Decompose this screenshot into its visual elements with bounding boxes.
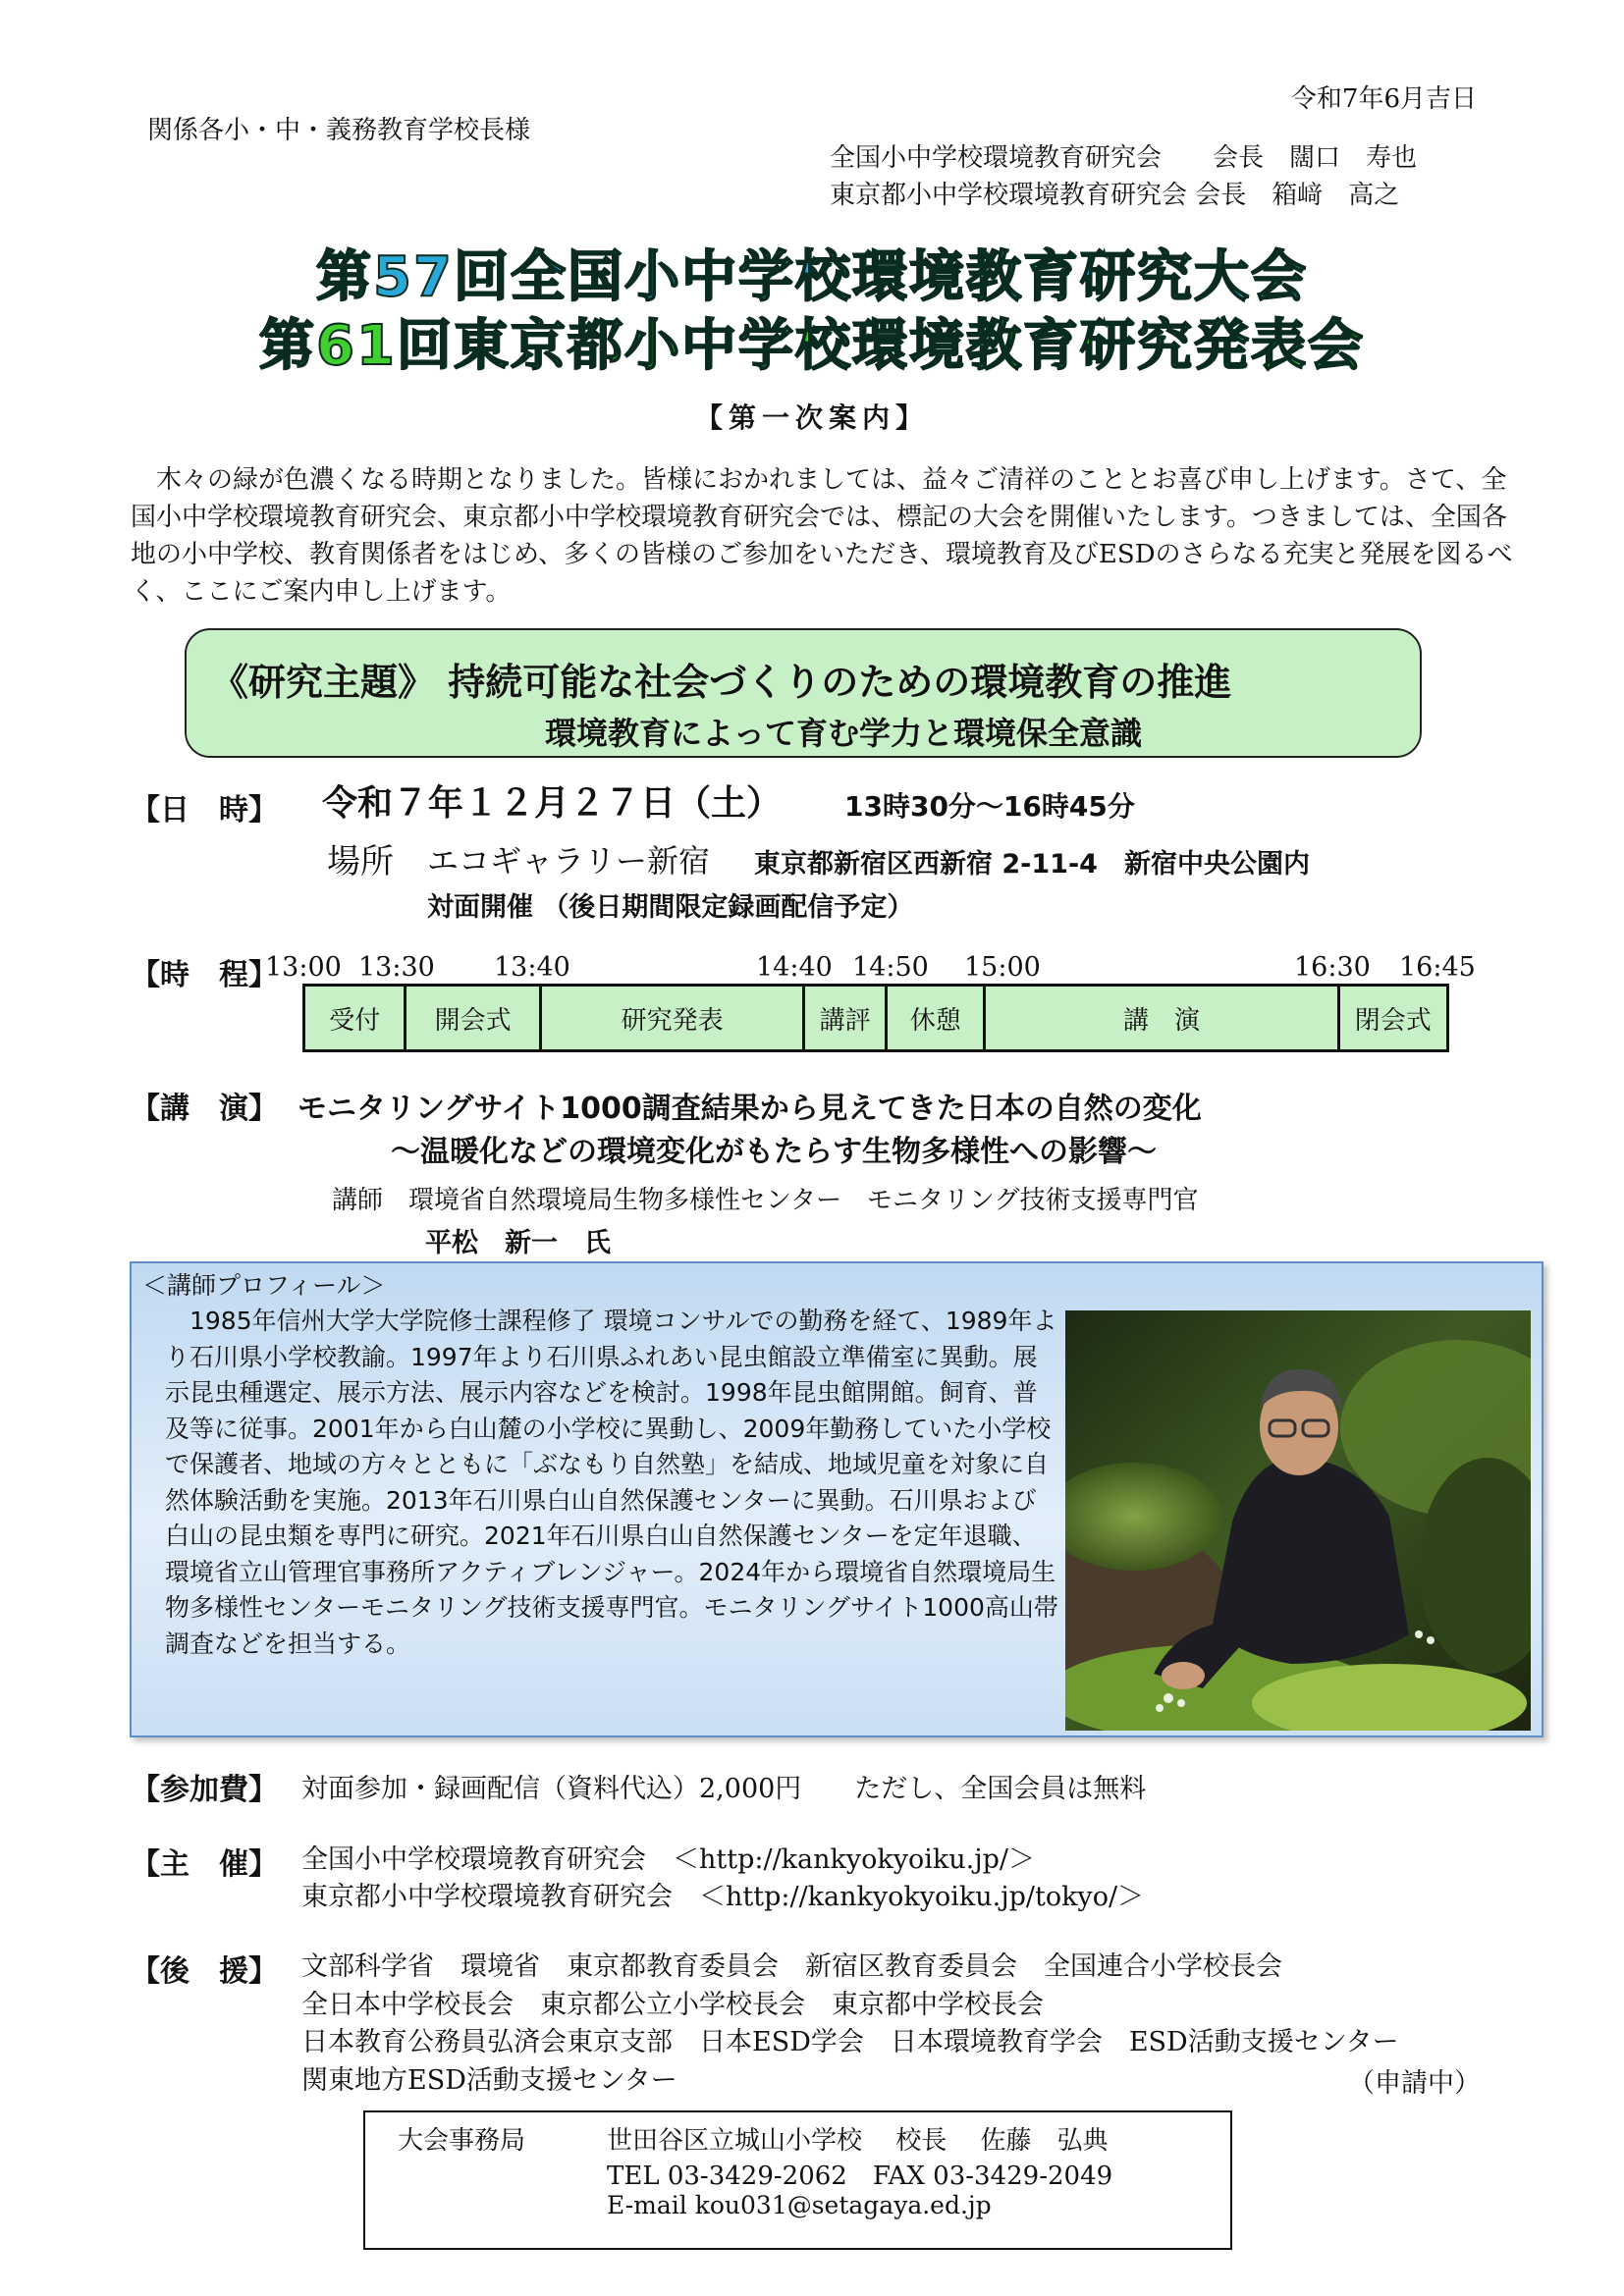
sender-orgs	[830, 139, 1417, 214]
support-line: 関東地方ESD活動支援センター	[301, 2064, 677, 2096]
support-line: 文部科学省 環境省 東京都教育委員会 新宿区教育委員会 全国連合小学校長会	[301, 1951, 1282, 1982]
office-phone: TEL 03-3429-2062 FAX 03-3429-2049	[607, 2162, 1113, 2191]
venue-label: 場所	[327, 842, 394, 881]
organizer-label: 【主 催】	[131, 1847, 278, 1882]
venue-name: エコギャラリー新宿	[427, 842, 711, 880]
issue-date: 令和7年6月吉日	[1290, 84, 1477, 114]
theme-main: 《研究主題》 持続可能な社会づくりのための環境教育の推進	[211, 661, 1232, 704]
fee-label: 【参加費】	[131, 1773, 278, 1807]
lecture-label: 【講 演】	[131, 1092, 278, 1126]
speaker-name: 平松 新一 氏	[425, 1228, 611, 1258]
support-line: 全日本中学校長会 東京都公立小学校長会 東京都中学校長会	[301, 1989, 1044, 2020]
intro-paragraph: 木々の緑が色濃くなる時期となりました。皆様におかれましては、益々ご清祥のこととお喜び申し上げます。さて、全国小中学校環境教育研究会、東京都小中学校環境教育研究会では、標記の大会を開催いたします。つきましては、全国各地の小中学校、教育関係者をはじめ、多くの皆様のご参加をいただき、環境教育及びESDのさらなる充実と発展を図るべく、ここにご案内申し上げます。	[131, 465, 1513, 607]
profile-heading: ＜講師プロフィール＞	[142, 1271, 386, 1300]
schedule-time: 16:30	[1294, 952, 1371, 983]
schedule-time: 13:40	[494, 952, 570, 983]
lecture-subtitle: ～温暖化などの環境変化がもたらす生物多様性への影響～	[391, 1135, 1157, 1169]
schedule-cell-review: 講評	[805, 987, 888, 1049]
support-pending: （申請中）	[1348, 2068, 1481, 2099]
organizer-list	[301, 1842, 1144, 1916]
support-label: 【後 援】	[131, 1954, 278, 1989]
schedule-cell-research: 研究発表	[542, 987, 806, 1049]
schedule-cell-opening: 開会式	[406, 987, 541, 1049]
notice-label: 【第一次案内】	[694, 401, 929, 434]
speaker-role: 講師 環境省自然環境局生物多様性センター モニタリング技術支援専門官	[332, 1186, 1199, 1215]
schedule-time: 16:45	[1399, 952, 1476, 983]
speaker-photo	[1065, 1310, 1531, 1731]
organizer-line: 全国小中学校環境教育研究会 ＜http://kankyokyoiku.jp/＞	[301, 1844, 1035, 1875]
organizer-line: 東京都小中学校環境教育研究会 ＜http://kankyokyoiku.jp/tokyo/＞	[301, 1882, 1145, 1912]
fee-value: 対面参加・録画配信（資料代込）2,000円 ただし、全国会員は無料	[301, 1774, 1147, 1804]
schedule-time: 15:00	[964, 952, 1041, 983]
schedule-cell-lecture: 講 演	[986, 987, 1339, 1049]
schedule-time: 14:50	[852, 952, 929, 983]
event-mode: 対面開催 （後日期間限定録画配信予定）	[427, 892, 914, 923]
schedule-cell-reception: 受付	[305, 987, 406, 1049]
lecture-title: モニタリングサイト1000調査結果から見えてきた日本の自然の変化	[298, 1092, 1202, 1126]
schedule-time: 14:40	[756, 952, 833, 983]
schedule-label: 【時 程】	[131, 958, 278, 992]
title-tokyo: 第61回東京都小中学校環境教育研究発表会	[259, 314, 1365, 378]
support-list	[301, 1949, 1399, 2100]
event-date: 令和７年１２月２７日（土）	[322, 783, 783, 824]
office-contact: 世田谷区立城山小学校 校長 佐藤 弘典	[607, 2126, 1109, 2156]
schedule-cell-closing: 閉会式	[1340, 987, 1446, 1049]
event-time: 13時30分～16時45分	[844, 790, 1135, 823]
schedule-cell-break: 休憩	[888, 987, 986, 1049]
office-email: E-mail kou031@setagaya.ed.jp	[607, 2191, 992, 2219]
title-national: 第57回全国小中学校環境教育研究大会	[316, 245, 1308, 309]
datetime-label: 【日 時】	[131, 793, 278, 828]
schedule-time: 13:30	[358, 952, 435, 983]
support-line: 日本教育公務員弘済会東京支部 日本ESD学会 日本環境教育学会 ESD活動支援センター	[301, 2027, 1399, 2057]
office-label: 大会事務局	[398, 2126, 526, 2156]
profile-text: 1985年信州大学大学院修士課程修了 環境コンサルでの勤務を経て、1989年より石川県小学校教諭。1997年より石川県ふれあい昆虫館設立準備室に異動。展示昆虫種選定、展示方法、展示内容などを検討。1998年昆虫館開館。飼育、普及等に従事。2001年から白山麓の小学校に異動し、2009年勤務していた小学校で保護者、地域の方々とともに「ぶなもり自然塾」を結成、地域児童を対象に自然体験活動を実施。2013年石川県白山自然保護センターに異動。石川県および白山の昆虫類を専門に研究。2021年石川県白山自然保護センターを定年退職、環境省立山管理官事務所アクティブレンジャー。2024年から環境省自然環境局生物多様性センターモニタリング技術支援専門官。モニタリングサイト1000高山帯調査などを担当する。	[165, 1307, 1058, 1658]
schedule-time: 13:00	[265, 952, 342, 983]
addressee: 関係各小・中・義務教育学校長様	[147, 116, 531, 145]
sender-org-2: 東京都小中学校環境教育研究会 会長 箱﨑 高之	[830, 181, 1400, 210]
venue-address: 東京都新宿区西新宿 2-11-4 新宿中央公園内	[754, 849, 1310, 880]
theme-sub: 環境教育によって育む学力と環境保全意識	[545, 715, 1143, 752]
schedule-table	[302, 984, 1449, 1052]
sender-org-1: 全国小中学校環境教育研究会 会長 闊口 寿也	[830, 143, 1418, 173]
